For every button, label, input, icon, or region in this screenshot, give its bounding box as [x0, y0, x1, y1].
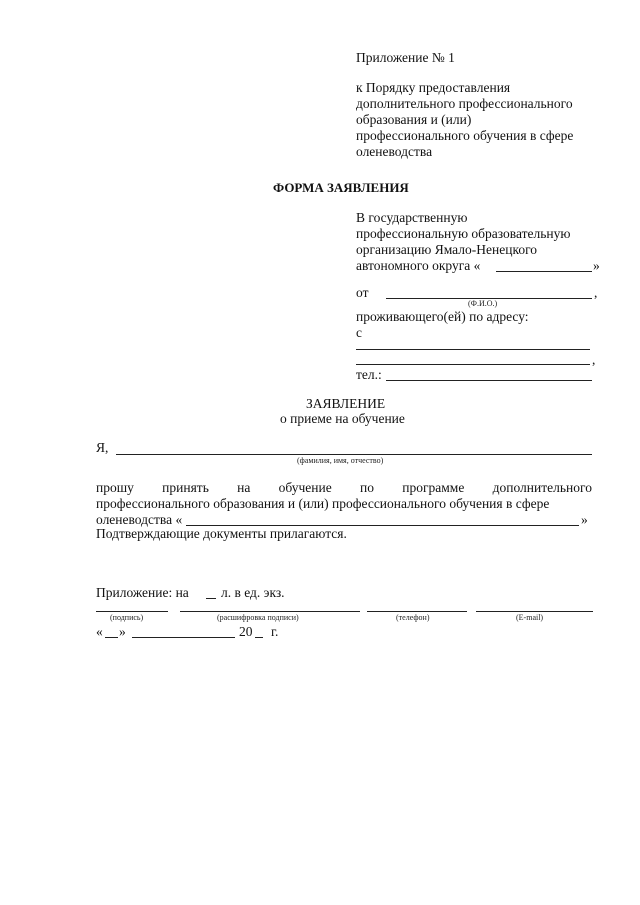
signature-caption: (подпись)	[110, 613, 144, 622]
addressee-line-2: профессиональную образовательную	[356, 226, 571, 241]
appendix-line-3: образования и (или)	[356, 112, 472, 127]
appendix-title: Приложение № 1	[356, 50, 455, 65]
application-title: ЗАЯВЛЕНИЕ	[306, 396, 386, 411]
phone-label: тел.:	[356, 367, 382, 382]
date-year-suffix: г.	[271, 624, 279, 639]
body-word: по	[360, 480, 374, 495]
appendix-line-2: дополнительного профессионального	[356, 96, 573, 111]
signature-phone-field[interactable]	[367, 611, 467, 612]
date-quote-close: »	[119, 624, 126, 639]
fio-comma: ,	[594, 285, 598, 300]
fio-caption: (Ф.И.О.)	[468, 299, 498, 308]
body-word: программе	[402, 480, 465, 495]
address-label: проживающего(ей) по адресу:	[356, 309, 529, 324]
phone-field[interactable]	[386, 380, 592, 381]
phone-caption: (телефон)	[396, 613, 430, 622]
body-word: обучение	[278, 480, 332, 495]
attachment-suffix: л. в ед. экз.	[221, 585, 285, 600]
date-year-prefix: 20	[239, 624, 253, 639]
appendix-line-5: оленеводства	[356, 144, 433, 159]
application-subtitle: о приеме на обучение	[280, 411, 405, 426]
signature-decoding-field[interactable]	[180, 611, 360, 612]
address-comma: ,	[592, 352, 596, 367]
address-field-2[interactable]	[356, 364, 590, 365]
body-line-3-start: оленеводства «	[96, 512, 183, 527]
body-line-3-end: »	[581, 512, 588, 527]
appendix-line-1: к Порядку предоставления	[356, 80, 511, 95]
signature-decoding-caption: (расшифровка подписи)	[217, 613, 299, 622]
body-word: принять	[162, 480, 209, 495]
confirm-text: Подтверждающие документы прилагаются.	[96, 526, 347, 541]
body-line-1	[96, 480, 592, 496]
addressee-quote-close: »	[593, 258, 600, 273]
date-quote-open: «	[96, 624, 103, 639]
date-month-field[interactable]	[132, 637, 235, 638]
addressee-line-1: В государственную	[356, 210, 468, 225]
date-day-field[interactable]	[105, 637, 118, 638]
signature-field[interactable]	[96, 611, 168, 612]
addressee-line-4: автономного округа «	[356, 258, 481, 273]
addressee-line-3: организацию Ямало-Ненецкого	[356, 242, 538, 257]
appendix-line-4: профессионального обучения в сфере	[356, 128, 574, 143]
applicant-name-caption: (фамилия, имя, отчество)	[297, 456, 384, 465]
date-year-field[interactable]	[255, 637, 263, 638]
body-line-2: профессионального образования и (или) профессионального обучения в сфере	[96, 496, 550, 511]
email-caption: (E-mail)	[516, 613, 544, 622]
address-field-1[interactable]	[356, 349, 590, 350]
applicant-name-field[interactable]	[116, 454, 592, 455]
attachment-count-field[interactable]	[206, 598, 216, 599]
form-title: ФОРМА ЗАЯВЛЕНИЯ	[273, 180, 409, 195]
applicant-i-label: Я,	[96, 440, 109, 455]
body-word: дополнительного	[492, 480, 592, 495]
from-label: от	[356, 285, 369, 300]
email-field[interactable]	[476, 611, 593, 612]
body-word: прошу	[96, 480, 134, 495]
organization-name-field[interactable]	[496, 271, 592, 272]
body-word: на	[237, 480, 251, 495]
address-c-label: с	[356, 325, 362, 340]
attachment-label: Приложение: на	[96, 585, 189, 600]
